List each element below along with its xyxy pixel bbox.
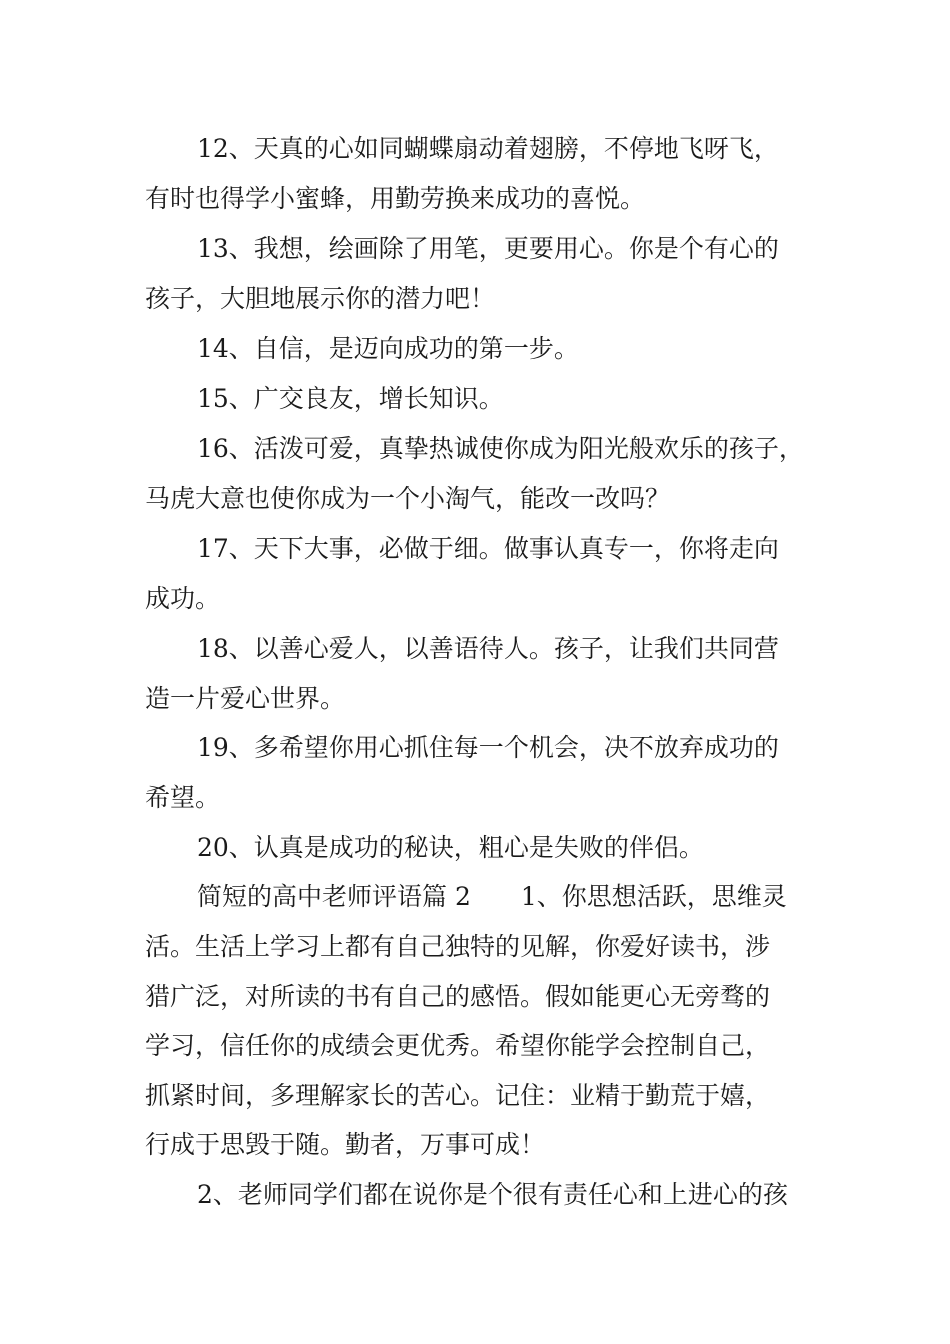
text-line: 活。生活上学习上都有自己独特的见解，你爱好读书，涉: [145, 932, 771, 961]
text-line: 成功。: [145, 584, 221, 613]
text-line: 行成于思毁于随。勤者，万事可成！: [145, 1130, 546, 1159]
text-line: 2、老师同学们都在说你是个很有责任心和上进心的孩: [197, 1180, 788, 1209]
text-line: 抓紧时间，多理解家长的苦心。记住：业精于勤荒于嬉，: [145, 1081, 771, 1110]
text-line: 16、活泼可爱，真挚热诚使你成为阳光般欢乐的孩子，: [197, 434, 804, 463]
text-line: 希望。: [145, 783, 221, 812]
text-line: 18、以善心爱人，以善语待人。孩子，让我们共同营: [197, 634, 779, 663]
text-line: 19、多希望你用心抓住每一个机会，决不放弃成功的: [197, 733, 779, 762]
text-line: 孩子，大胆地展示你的潜力吧！: [145, 284, 496, 313]
text-line: 15、广交良友，增长知识。: [197, 384, 504, 413]
text-line: 13、我想，绘画除了用笔，更要用心。你是个有心的: [197, 234, 779, 263]
text-line: 猎广泛，对所读的书有自己的感悟。假如能更心无旁骛的: [145, 982, 771, 1011]
text-line: 有时也得学小蜜蜂，用勤劳换来成功的喜悦。: [145, 184, 646, 213]
text-line: 12、天真的心如同蝴蝶扇动着翅膀，不停地飞呀飞，: [197, 134, 779, 163]
text-line: 14、自信，是迈向成功的第一步。: [197, 334, 579, 363]
text-line: 学习，信任你的成绩会更优秀。希望你能学会控制自己，: [145, 1031, 771, 1060]
text-line: 简短的高中老师评语篇 2 1、你思想活跃，思维灵: [197, 882, 787, 911]
text-line: 造一片爱心世界。: [145, 684, 346, 713]
text-line: 17、天下大事，必做于细。做事认真专一，你将走向: [197, 534, 779, 563]
text-line: 20、认真是成功的秘诀，粗心是失败的伴侣。: [197, 833, 704, 862]
text-line: 马虎大意也使你成为一个小淘气，能改一改吗？: [145, 484, 671, 513]
